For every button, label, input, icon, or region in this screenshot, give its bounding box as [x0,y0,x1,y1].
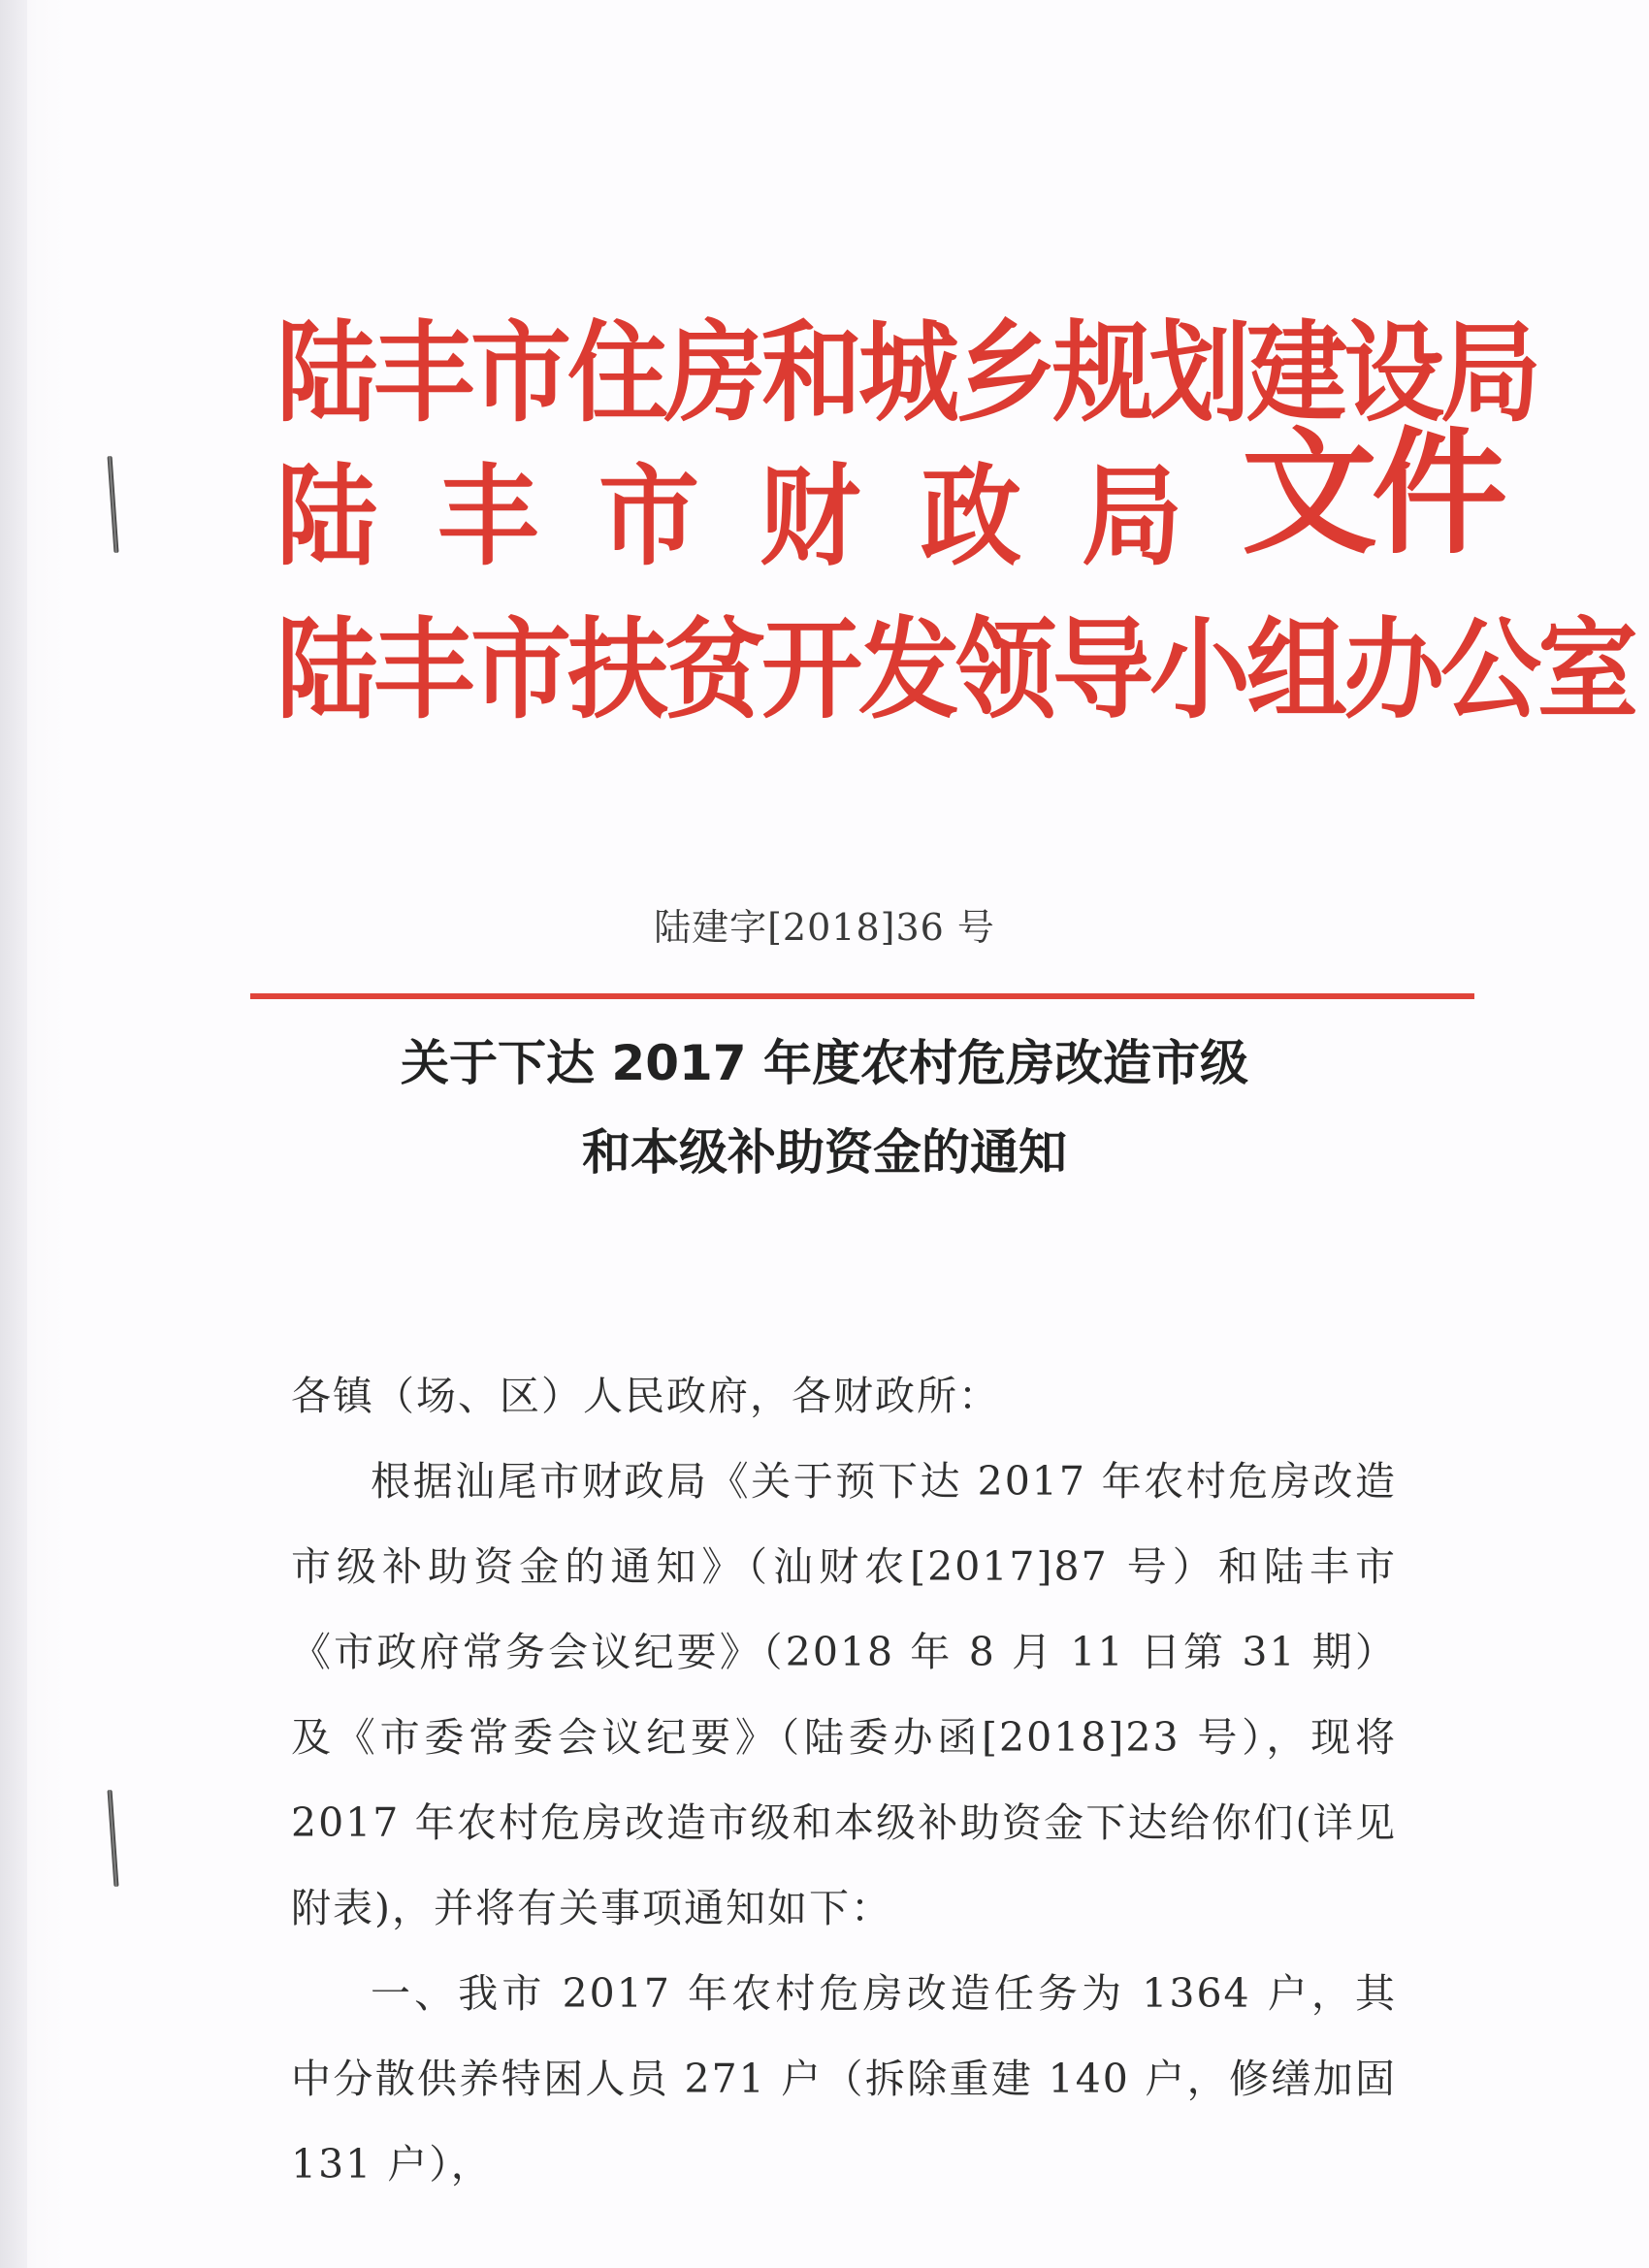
notice-title-line-2: 和本级补助资金的通知 [582,1124,1067,1181]
paragraph-item-one: 一、我市 2017 年农村危房改造任务为 1364 户，其中分散供养特困人员 271 户（拆除重建 140 户，修缮加固 131 户）， [291,1970,1397,2187]
notice-body [291,1353,1397,2207]
issuer-finance-bureau: 陆丰市财政局 [276,452,1244,581]
issuer-housing-bureau: 陆丰市住房和城乡规划建设局 [276,308,1538,437]
file-heading-word: 文件 [1242,415,1503,573]
red-divider-line [250,993,1474,999]
staple-bottom [108,1790,119,1887]
document-number: 陆建字[2018]36 号 [654,906,995,949]
staple-top [108,456,119,553]
notice-title [0,1019,1649,1197]
paragraph-basis: 根据汕尾市财政局《关于预下达 2017 年农村危房改造市级补助资金的通知》（汕财农[2017]87 号）和陆丰市《市政府常务会议纪要》（2018 年 8 月 11 日第 31 期）及《市委常委会议纪要》（陆委办函[2018]23 号），现将 2017 年农村危房改造市级和本级补助资金下达给你们(详见附表)，并将有关事项通知如下： [291,1458,1397,1931]
issuer-poverty-office: 陆丰市扶贫开发领导小组办公室 [276,605,1635,734]
salutation: 各镇（场、区）人民政府，各财政所： [291,1373,1000,1419]
notice-title-line-1: 关于下达 2017 年度农村危房改造市级 [401,1035,1248,1091]
